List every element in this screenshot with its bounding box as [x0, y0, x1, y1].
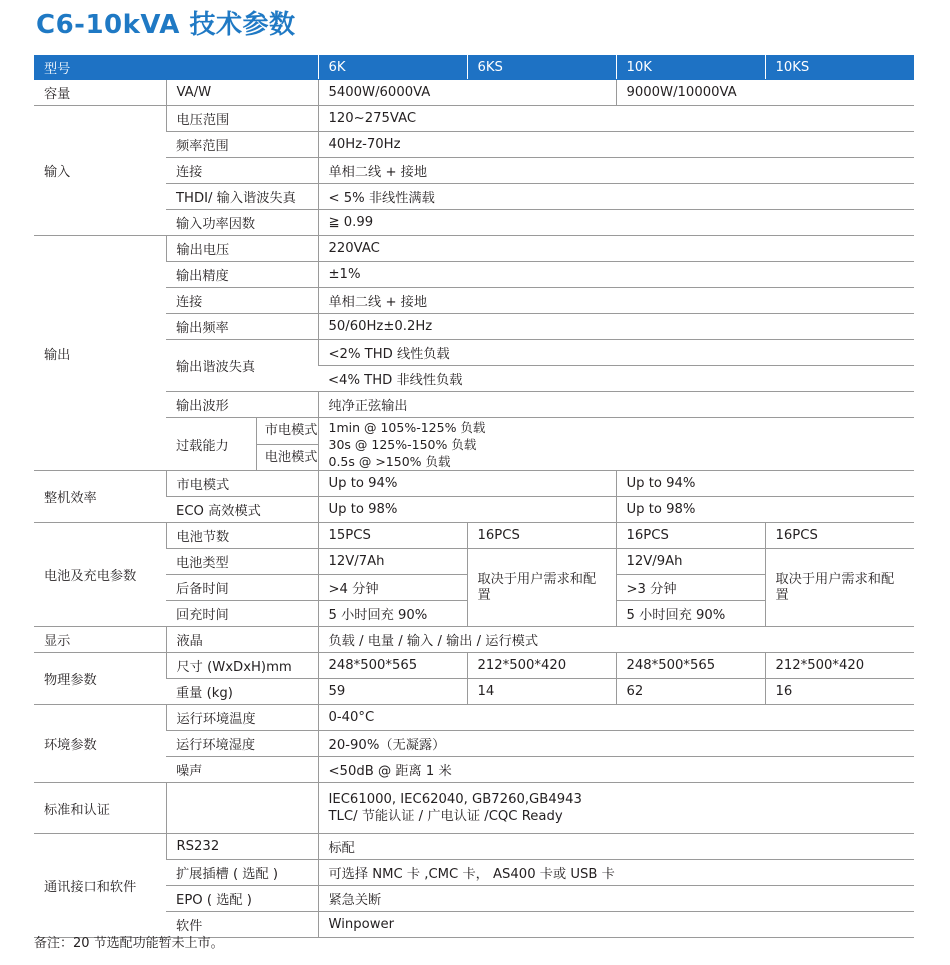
item-value: 负载 / 电量 / 输入 / 输出 / 运行模式 — [318, 627, 914, 653]
item-label: 输出谐波失真 — [166, 340, 318, 392]
item-value: 12V/9Ah — [616, 549, 765, 575]
item-value: 紧急关断 — [318, 886, 914, 912]
item-value: Winpower — [318, 912, 914, 938]
capacity-10k-value: 9000W/10000VA — [616, 80, 914, 106]
item-value: 16PCS — [467, 523, 616, 549]
header-6k: 6K — [318, 55, 467, 80]
overload-values — [318, 418, 914, 471]
table-row — [34, 679, 914, 705]
table-row — [34, 653, 914, 679]
category-efficiency: 整机效率 — [34, 471, 166, 523]
item-value: 0-40°C — [318, 705, 914, 731]
item-label: 运行环境温度 — [166, 705, 318, 731]
header-6ks: 6KS — [467, 55, 616, 80]
table-row — [34, 705, 914, 731]
table-row — [34, 627, 914, 653]
item-label: 输出电压 — [166, 236, 318, 262]
table-row — [34, 860, 914, 886]
item-value: Up to 98% — [318, 497, 616, 523]
overload-line-1: 1min @ 105%-125% 负载 — [328, 419, 486, 435]
item-value: 标配 — [318, 834, 914, 860]
item-label: 电池节数 — [166, 523, 318, 549]
item-value: 120~275VAC — [318, 106, 914, 132]
item-value: 单相二线 + 接地 — [318, 288, 914, 314]
table-row — [34, 834, 914, 860]
item-value: 16 — [765, 679, 914, 705]
item-value: 20-90%（无凝露） — [318, 731, 914, 757]
item-value: <50dB @ 距离 1 米 — [318, 757, 914, 783]
item-value: 12V/7Ah — [318, 549, 467, 575]
item-label: 连接 — [166, 288, 318, 314]
category-physical: 物理参数 — [34, 653, 166, 705]
item-value: Up to 94% — [318, 471, 616, 497]
standards-line-2: TLC/ 节能认证 / 广电认证 /CQC Ready — [328, 809, 563, 824]
item-value: 212*500*420 — [467, 653, 616, 679]
overload-label-cell — [166, 418, 318, 471]
item-label: VA/W — [166, 80, 318, 106]
user-config-6ks: 取决于用户需求和配置 — [467, 549, 616, 627]
table-row — [34, 783, 914, 834]
item-label-empty — [166, 783, 318, 834]
overload-label: 过载能力 — [176, 438, 229, 454]
category-environment: 环境参数 — [34, 705, 166, 783]
item-label: 重量 (kg) — [166, 679, 318, 705]
table-row — [34, 262, 914, 288]
item-value: 5 小时回充 90% — [318, 601, 467, 627]
header-model: 型号 — [34, 55, 318, 80]
table-row — [34, 158, 914, 184]
table-row — [34, 886, 914, 912]
item-value: 16PCS — [616, 523, 765, 549]
table-row — [34, 106, 914, 132]
item-value: 59 — [318, 679, 467, 705]
category-output: 输出 — [34, 236, 166, 471]
item-value: 纯净正弦输出 — [318, 392, 914, 418]
overload-line-2: 30s @ 125%-150% 负载 — [328, 436, 477, 452]
table-row — [34, 731, 914, 757]
capacity-6k-value: 5400W/6000VA — [318, 80, 616, 106]
item-label: 输出波形 — [166, 392, 318, 418]
table-header-row — [34, 55, 914, 80]
table-row — [34, 132, 914, 158]
item-label: ECO 高效模式 — [166, 497, 318, 523]
item-value: 248*500*565 — [318, 653, 467, 679]
table-row — [34, 523, 914, 549]
item-label: 电压范围 — [166, 106, 318, 132]
item-label: EPO ( 选配 ) — [166, 886, 318, 912]
item-value: 248*500*565 — [616, 653, 765, 679]
category-capacity: 容量 — [34, 80, 166, 106]
spec-table — [34, 55, 914, 938]
item-label: 回充时间 — [166, 601, 318, 627]
item-value: 50/60Hz±0.2Hz — [318, 314, 914, 340]
item-label: 扩展插槽 ( 选配 ) — [166, 860, 318, 886]
item-value: >3 分钟 — [616, 575, 765, 601]
item-label: 连接 — [166, 158, 318, 184]
item-value: 62 — [616, 679, 765, 705]
table-row — [34, 184, 914, 210]
item-label: 电池类型 — [166, 549, 318, 575]
item-value: 16PCS — [765, 523, 914, 549]
item-value: 14 — [467, 679, 616, 705]
table-row — [34, 236, 914, 262]
category-display: 显示 — [34, 627, 166, 653]
item-label: 市电模式 — [166, 471, 318, 497]
header-10k: 10K — [616, 55, 765, 80]
table-row — [34, 549, 914, 575]
item-label: 液晶 — [166, 627, 318, 653]
item-value: < 5% 非线性满载 — [318, 184, 914, 210]
page-title: C6-10kVA 技术参数 — [36, 10, 296, 40]
category-standards: 标准和认证 — [34, 783, 166, 834]
item-label: 噪声 — [166, 757, 318, 783]
overload-mode-mains: 市电模式 — [257, 418, 318, 445]
standards-values — [318, 783, 914, 834]
item-label: RS232 — [166, 834, 318, 860]
table-row — [34, 314, 914, 340]
table-row — [34, 392, 914, 418]
item-value: 15PCS — [318, 523, 467, 549]
item-value: Up to 98% — [616, 497, 914, 523]
category-comm: 通讯接口和软件 — [34, 834, 166, 938]
item-label: THDI/ 输入谐波失真 — [166, 184, 318, 210]
item-label: 后备时间 — [166, 575, 318, 601]
table-row — [34, 471, 914, 497]
table-row — [34, 210, 914, 236]
item-value: ≧ 0.99 — [318, 210, 914, 236]
table-row — [34, 418, 914, 471]
category-input: 输入 — [34, 106, 166, 236]
overload-line-3: 0.5s @ >150% 负载 — [328, 453, 451, 469]
item-value: >4 分钟 — [318, 575, 467, 601]
header-10ks: 10KS — [765, 55, 914, 80]
item-value: ±1% — [318, 262, 914, 288]
overload-mode-battery: 电池模式 — [264, 449, 318, 465]
item-label: 尺寸 (WxDxH)mm — [166, 653, 318, 679]
item-label: 输出精度 — [166, 262, 318, 288]
table-row — [34, 497, 914, 523]
table-row — [34, 288, 914, 314]
item-label: 频率范围 — [166, 132, 318, 158]
item-value: Up to 94% — [616, 471, 914, 497]
user-config-10ks: 取决于用户需求和配置 — [765, 549, 914, 627]
item-label: 软件 — [166, 912, 318, 938]
table-row — [34, 757, 914, 783]
item-label: 运行环境湿度 — [166, 731, 318, 757]
item-value: <4% THD 非线性负载 — [318, 366, 914, 392]
category-battery: 电池及充电参数 — [34, 523, 166, 627]
item-value: 212*500*420 — [765, 653, 914, 679]
standards-line-1: IEC61000, IEC62040, GB7260,GB4943 — [328, 792, 582, 807]
item-label: 输入功率因数 — [166, 210, 318, 236]
item-value: 单相二线 + 接地 — [318, 158, 914, 184]
item-value: <2% THD 线性负载 — [318, 340, 914, 366]
item-label: 输出频率 — [166, 314, 318, 340]
item-value: 5 小时回充 90% — [616, 601, 765, 627]
table-row — [34, 340, 914, 366]
footnote: 备注：20 节选配功能暂未上市。 — [34, 936, 224, 951]
item-value: 40Hz-70Hz — [318, 132, 914, 158]
item-value: 可选择 NMC 卡 ,CMC 卡， AS400 卡或 USB 卡 — [318, 860, 914, 886]
table-row — [34, 80, 914, 106]
item-value: 220VAC — [318, 236, 914, 262]
